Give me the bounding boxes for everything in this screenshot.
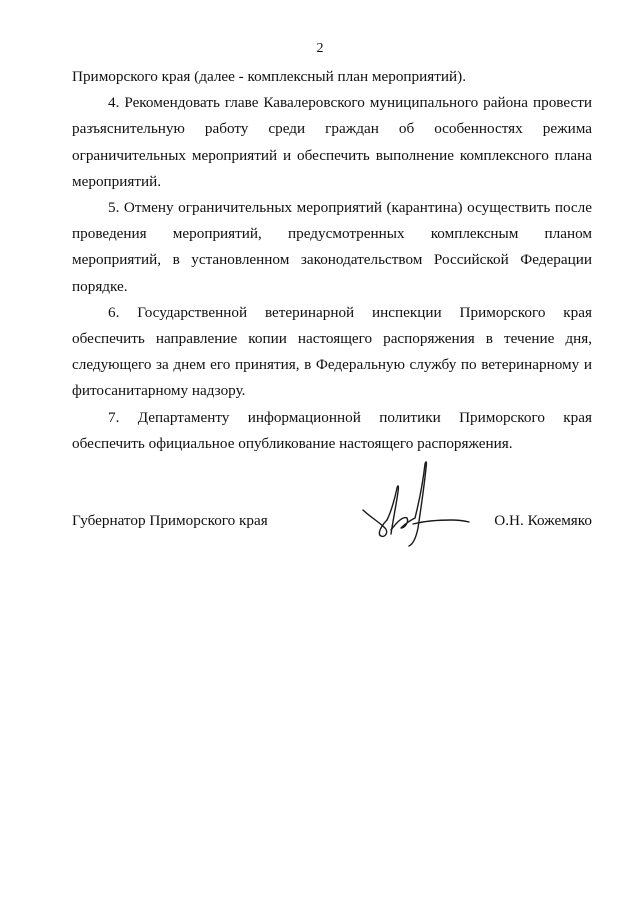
signatory-position: Губернатор Приморского края [72,512,268,529]
signatory-name: О.Н. Кожемяко [494,512,592,529]
page-number: 2 [316,41,324,56]
handwritten-signature [355,458,475,550]
document-body [72,64,592,457]
paragraph-item-4: 4. Рекомендовать главе Кавалеровского муниципального района провести разъяснительную работу среди граждан об особенностях режима ограничительных мероприятий и обеспечить выполнение комплексного плана мероприятий. [72,94,592,190]
paragraph-item-6: 6. Государственной ветеринарной инспекции Приморского края обеспечить направление копии настоящего распоряжения в течение дня, следующего за днем его принятия, в Федеральную службу по ветеринарному и фитосанитарному надзору. [72,303,592,400]
paragraph-item-7: 7. Департаменту информационной политики Приморского края обеспечить официальное опубликование настоящего распоряжения. [72,408,592,452]
paragraph-item-5: 5. Отмену ограничительных мероприятий (карантина) осуществить после проведения мероприятий, предусмотренных комплексным планом мероприятий, в установленном законодательством Российской Федерации порядке. [72,199,592,295]
paragraph-continuation: Приморского края (далее - комплексный план мероприятий). [72,68,466,85]
